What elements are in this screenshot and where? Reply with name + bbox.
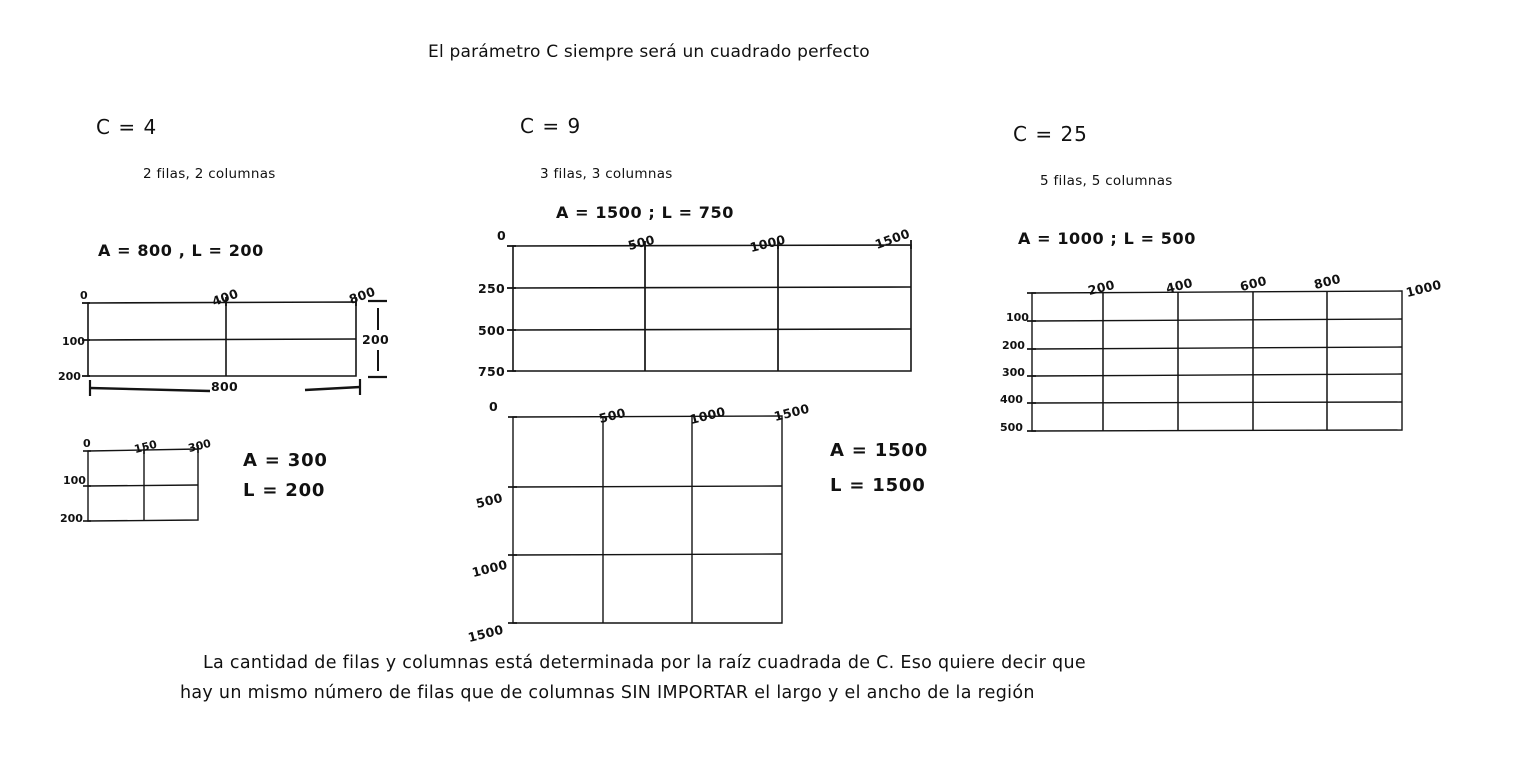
tick-c4e2-y-1: 100 — [63, 474, 86, 487]
tick-c25-x-2: 600 — [1238, 272, 1269, 294]
tick-c25-y-0: 100 — [1006, 311, 1029, 324]
tick-c4e1-y-2: 200 — [58, 370, 81, 383]
tick-c9e2-y-1: 500 — [474, 489, 505, 511]
tick-c4e2-x-2: 300 — [186, 436, 213, 455]
tick-c9e2-x-1: 500 — [597, 404, 628, 426]
subheading-c4: 2 filas, 2 columnas — [143, 166, 276, 182]
tick-c4e2-x-1: 150 — [132, 437, 159, 456]
tick-c4e1-x-1: 400 — [209, 285, 241, 309]
label-l-c4e2: L = 200 — [243, 480, 326, 501]
heading-c25: C = 25 — [1013, 122, 1088, 146]
tick-c25-y-3: 400 — [1000, 393, 1023, 406]
label-l-c9e2: L = 1500 — [830, 475, 926, 496]
label-c4-example1: A = 800 , L = 200 — [98, 241, 264, 260]
grid-c25-example1 — [990, 272, 1420, 445]
subheading-c9: 3 filas, 3 columnas — [540, 166, 673, 182]
tick-c9e1-x-2: 1000 — [748, 231, 787, 255]
footer-line-2: hay un mismo número de filas que de columnas SIN IMPORTAR el largo y el ancho de la región — [180, 683, 1035, 703]
tick-c9e2-x-3: 1500 — [772, 400, 811, 424]
tick-c9e1-x-0: 0 — [497, 228, 506, 243]
dimension-width-c4e1: 800 — [211, 379, 238, 394]
tick-c4e1-x-0: 0 — [80, 289, 88, 302]
label-c9-example1: A = 1500 ; L = 750 — [556, 203, 734, 222]
tick-c9e1-y-2: 500 — [478, 323, 505, 338]
page-title: El parámetro C siempre será un cuadrado perfecto — [428, 42, 870, 62]
tick-c4e2-x-0: 0 — [83, 437, 91, 450]
tick-c25-y-2: 300 — [1002, 366, 1025, 379]
tick-c25-x-1: 400 — [1164, 274, 1195, 296]
footer-line-1: La cantidad de filas y columnas está determinada por la raíz cuadrada de C. Eso quiere decir que — [203, 653, 1086, 673]
dimension-height-c4e1: 200 — [362, 332, 389, 347]
tick-c9e2-x-2: 1000 — [688, 403, 727, 427]
tick-c4e2-y-2: 200 — [60, 512, 83, 525]
subheading-c25: 5 filas, 5 columnas — [1040, 173, 1173, 189]
tick-c4e1-y-1: 100 — [62, 335, 85, 348]
label-a-c9e2: A = 1500 — [830, 440, 929, 461]
tick-c25-x-3: 800 — [1312, 270, 1343, 292]
tick-c9e1-x-1: 500 — [626, 231, 657, 253]
tick-c9e2-y-2: 1000 — [470, 556, 509, 580]
heading-c4: C = 4 — [96, 115, 158, 139]
tick-c9e1-x-3: 1500 — [872, 225, 912, 252]
tick-c25-x-0: 200 — [1086, 276, 1117, 298]
tick-c9e2-x-0: 0 — [489, 399, 498, 414]
tick-c25-x-4: 1000 — [1404, 276, 1443, 300]
grid-c9-example1 — [480, 225, 930, 385]
heading-c9: C = 9 — [520, 114, 582, 138]
label-c25-example1: A = 1000 ; L = 500 — [1018, 229, 1196, 248]
tick-c9e2-y-3: 1500 — [466, 621, 505, 645]
tick-c4e1-x-2: 800 — [346, 283, 378, 307]
grid-c9-example2 — [480, 395, 820, 635]
tick-c9e1-y-3: 750 — [478, 364, 505, 379]
tick-c25-y-1: 200 — [1002, 339, 1025, 352]
tick-c25-y-4: 500 — [1000, 421, 1023, 434]
label-a-c4e2: A = 300 — [243, 450, 328, 471]
tick-c9e1-y-1: 250 — [478, 281, 505, 296]
